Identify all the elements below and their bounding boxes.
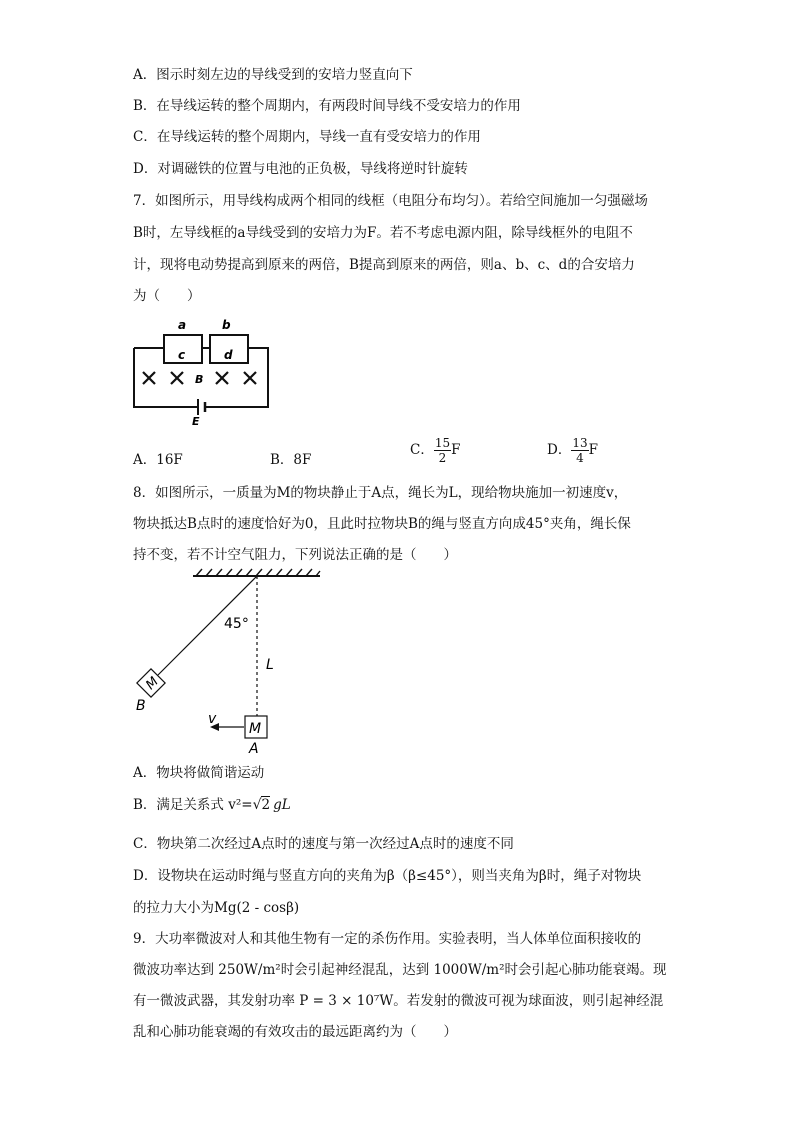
q7-option-a: A．16F [133,452,183,468]
q7-option-c-prefix: C． [410,442,434,458]
q8-option-b-prefix: B．满足关系式 v²= [133,797,253,813]
label-b: b [222,318,231,332]
angle-label: 45° [224,616,249,632]
q7-stem-line3: 计，现将电动势提高到原来的两倍，B提高到原来的两倍，则a、b、c、d的合安培力 [133,257,635,273]
q7-option-d-prefix: D． [547,442,572,458]
q7-circuit-figure [128,315,278,427]
q8-stem-line3: 持不变，若不计空气阻力，下列说法正确的是（ ） [133,547,457,563]
label-d: d [224,348,233,362]
label-b-point: B [136,698,146,714]
q8-option-b [133,796,291,814]
q7-option-d-suffix: F [588,442,598,458]
q7-option-b: B．8F [270,452,312,468]
q7-option-d [547,436,598,465]
q7-stem-line1: 7．如图所示，用导线构成两个相同的线框（电阻分布均匀）。若给空间施加一匀强磁场 [133,193,648,209]
q7-option-c-num: 15 [434,436,451,450]
q8-option-b-root: 2 [261,797,271,813]
q8-pendulum-figure [130,566,330,758]
q7-stem-line4: 为（ ） [133,288,201,304]
q8-stem-line2: 物块抵达B点时的速度恰好为0，且此时拉物块B的绳与竖直方向成45°夹角，绳长保 [133,516,631,532]
q7-option-d-num: 13 [572,436,588,450]
q7-option-c-suffix: F [451,442,461,458]
q8-option-a: A．物块将做简谐运动 [133,765,265,781]
q8-option-d-line2: 的拉力大小为Mg(2 - cosβ) [133,900,300,916]
q6-option-c: C．在导线运转的整个周期内，导线一直有受安培力的作用 [133,129,481,145]
q7-option-c-fraction [434,436,451,465]
q8-option-b-suffix: gL [273,797,291,813]
block-a-label: M [249,721,262,737]
wire [210,348,268,407]
q6-option-a: A．图示时刻左边的导线受到的安培力竖直向下 [133,67,413,83]
q8-stem-line1: 8．如图所示，一质量为M的物块静止于A点，绳长为L，现给物块施加一初速度v， [133,485,628,501]
q7-option-d-den: 4 [576,451,584,465]
label-l: L [266,657,274,673]
q6-option-d: D．对调磁铁的位置与电池的正负极，导线将逆时针旋转 [133,161,468,177]
ceiling-hatch [196,569,320,576]
block-at-b [137,669,165,697]
q9-stem-line3: 有一微波武器，其发射功率 P = 3 × 10⁷W。若发射的微波可视为球面波，则引起神经混 [133,993,664,1009]
label-a: a [178,318,187,332]
q7-option-c-den: 2 [438,451,447,465]
sqrt-sign: √ [252,797,262,813]
label-v: v [208,711,217,727]
q8-option-d-line1: D．设物块在运动时绳与竖直方向的夹角为β（β≤45°），则当夹角为β时，绳子对物块 [133,868,642,884]
q7-option-d-fraction [571,436,588,465]
block-b-label: M [143,674,162,693]
label-a-point: A [249,741,259,757]
q7-option-c [410,436,461,465]
q6-option-b: B．在导线运转的整个周期内，有两段时间导线不受安培力的作用 [133,98,521,114]
q8-option-c: C．物块第二次经过A点时的速度与第一次经过A点时的速度不同 [133,836,514,852]
label-field-b: B [195,373,204,386]
q9-stem-line1: 9．大功率微波对人和其他生物有一定的杀伤作用。实验表明，当人体单位面积接收的 [133,931,642,947]
label-c: c [178,348,186,362]
q9-stem-line4: 乱和心肺功能衰竭的有效攻击的最远距离约为（ ） [133,1024,457,1040]
q9-stem-line2: 微波功率达到 250W/m²时会引起神经混乱，达到 1000W/m²时会引起心肺功能衰竭。现 [133,962,667,978]
label-e: E [192,415,200,427]
q7-stem-line2: B时，左导线框的a导线受到的安培力为F。若不考虑电源内阻，除导线框外的电阻不 [133,225,633,241]
